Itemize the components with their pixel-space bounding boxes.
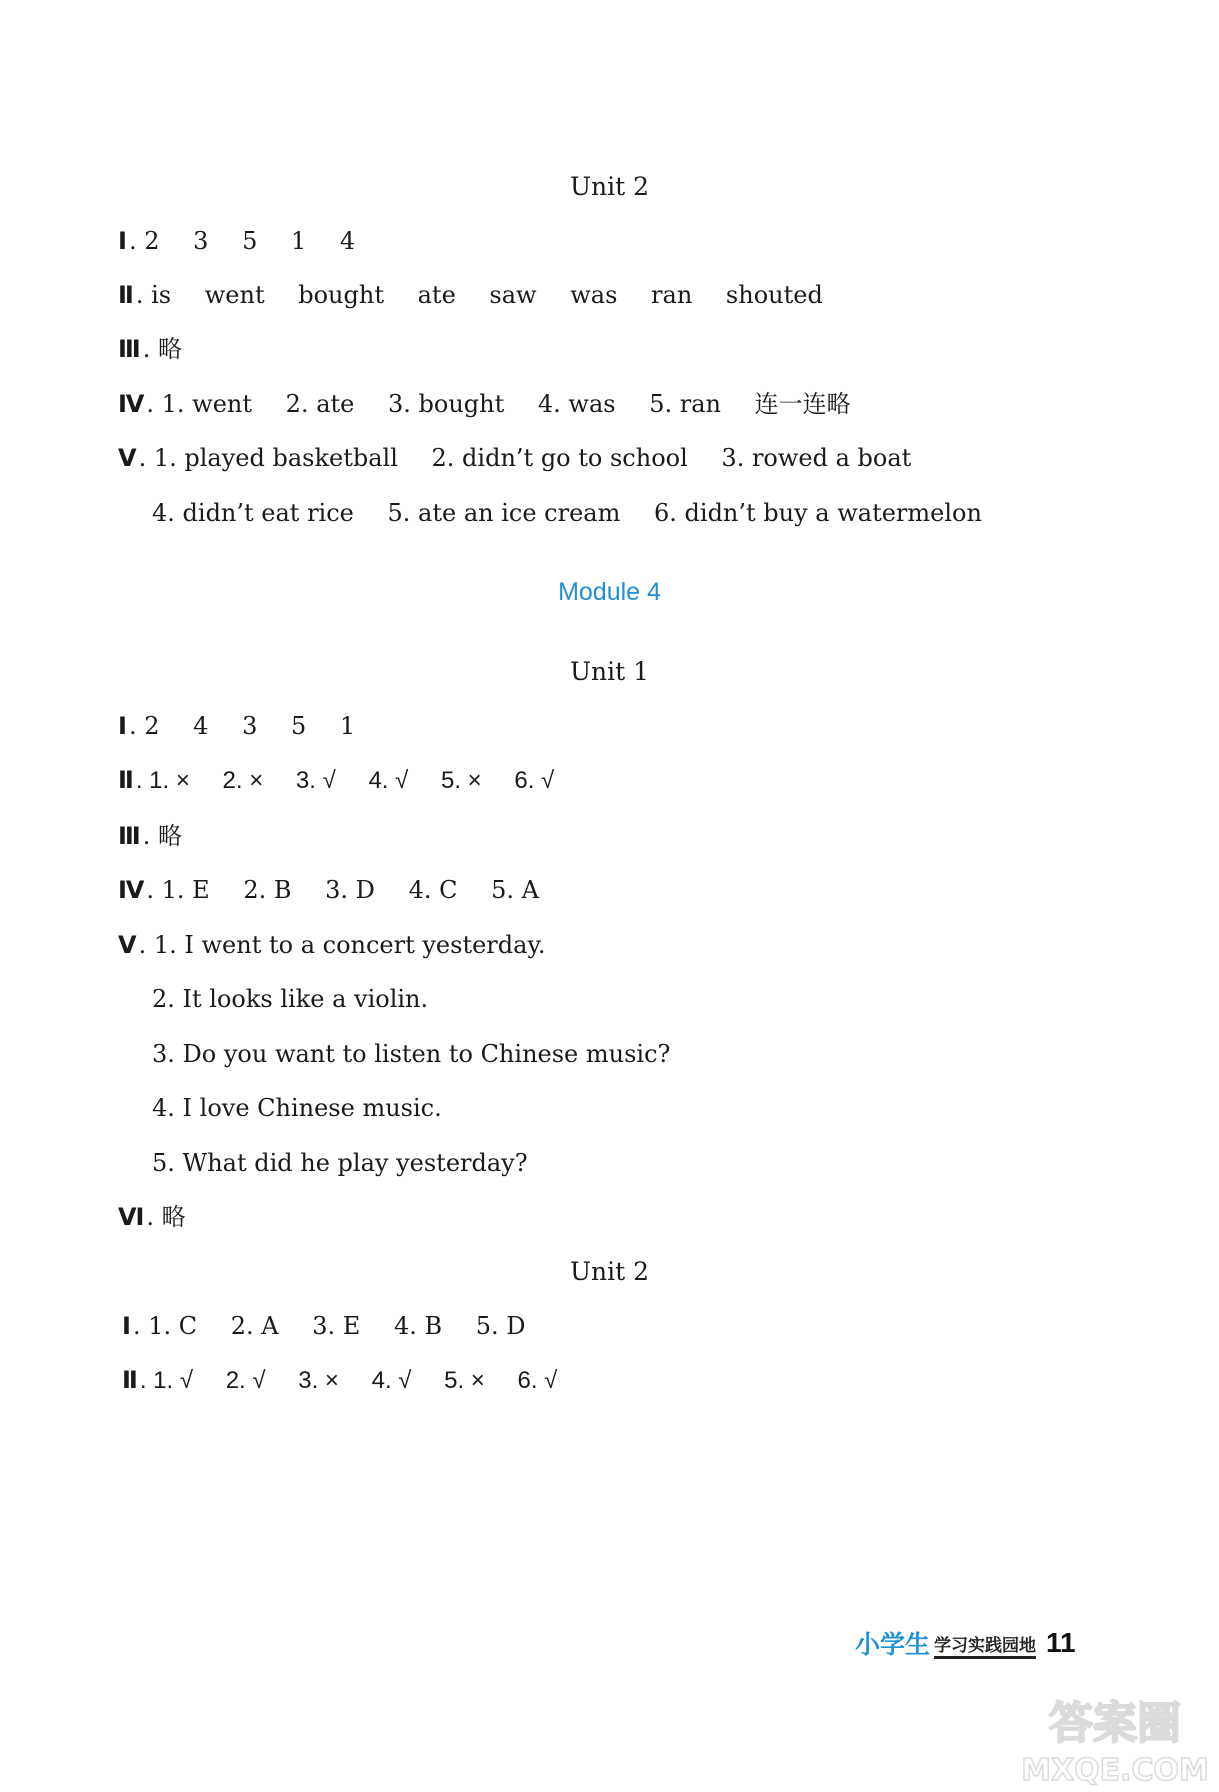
separator: . — [138, 444, 147, 472]
answer-item: 3 — [193, 227, 209, 255]
roman-numeral: Ⅰ — [118, 228, 127, 255]
separator: . — [139, 1367, 147, 1394]
roman-numeral: Ⅴ — [118, 445, 137, 472]
answer-line — [118, 280, 823, 311]
unit-heading: Unit 2 — [569, 172, 650, 201]
answer-line — [118, 389, 851, 420]
answer-item: 3. D — [325, 876, 375, 904]
answer-item: 5. What did he play yesterday? — [152, 1149, 528, 1177]
answer-item: 4 — [339, 227, 356, 255]
module-title: Module 4 — [558, 578, 661, 606]
answer-item: ate — [417, 281, 456, 309]
answer-item: went — [204, 281, 265, 309]
answer-item: 4. √ — [368, 767, 409, 794]
answer-item: 4. I love Chinese music. — [152, 1094, 442, 1122]
answer-item: 略 — [157, 335, 182, 363]
answer-line — [118, 226, 355, 257]
answer-line — [118, 443, 911, 474]
roman-numeral: Ⅵ — [118, 1204, 145, 1231]
unit-heading: Unit 2 — [569, 1257, 650, 1286]
answer-line — [118, 766, 554, 796]
roman-numeral: Ⅰ — [118, 713, 127, 740]
answer-line — [118, 930, 545, 961]
answer-item: 5. × — [440, 767, 482, 794]
svg-text:MXQE.COM: MXQE.COM — [1021, 1753, 1209, 1788]
separator: . — [138, 931, 147, 959]
answer-item: 6. didn’t buy a watermelon — [654, 499, 982, 527]
answer-item: 1. went — [161, 390, 253, 418]
answer-item: ran — [651, 281, 693, 309]
answer-item: 1. E — [161, 876, 210, 904]
separator: . — [142, 335, 151, 363]
roman-numeral: Ⅱ — [122, 1367, 138, 1394]
page-number: 11 — [1046, 1627, 1076, 1658]
answer-item: 3. rowed a boat — [721, 444, 912, 472]
separator: . — [135, 281, 144, 309]
separator: . — [146, 390, 155, 418]
roman-numeral: Ⅴ — [118, 932, 137, 959]
roman-numeral: Ⅳ — [118, 391, 145, 418]
answer-item: was — [570, 281, 618, 309]
separator: . — [146, 876, 155, 904]
separator: . — [128, 227, 137, 255]
answer-item: 5 — [242, 227, 258, 255]
answer-item: 1 — [290, 227, 307, 255]
answer-item: 4. B — [393, 1312, 443, 1340]
answer-line — [118, 334, 182, 365]
answer-item: 3. Do you want to listen to Chinese music? — [152, 1040, 671, 1068]
answer-item: saw — [489, 281, 537, 309]
answer-item: 3. bought — [388, 390, 505, 418]
answer-item: 1. √ — [153, 1367, 194, 1394]
answer-item: 4. √ — [371, 1367, 412, 1394]
answer-line — [152, 498, 982, 528]
answer-line — [152, 984, 428, 1014]
answer-item: 2. B — [243, 876, 292, 904]
answer-item: 2 — [144, 712, 160, 740]
separator: . — [146, 1203, 155, 1231]
separator: . — [128, 712, 137, 740]
answer-item: 4. was — [537, 390, 616, 418]
answer-item: 1 — [339, 712, 356, 740]
answer-item: 5. ate an ice cream — [387, 499, 621, 527]
roman-numeral: Ⅰ — [122, 1313, 131, 1340]
answer-item: 4. C — [408, 876, 458, 904]
answer-line — [152, 1093, 442, 1123]
answer-item: 2 — [144, 227, 160, 255]
answer-item: 2. It looks like a violin. — [152, 985, 429, 1013]
answer-line — [152, 1039, 670, 1069]
answer-item: 5 — [290, 712, 307, 740]
answer-item: 1. × — [149, 767, 190, 794]
separator: . — [132, 1312, 141, 1340]
roman-numeral: Ⅲ — [118, 336, 141, 363]
answer-item: 1. C — [148, 1312, 198, 1340]
footer-brand: 小学生 — [855, 1630, 931, 1659]
page-footer — [855, 1625, 1076, 1665]
answer-item: 6. √ — [514, 767, 555, 794]
answer-item: 1. played basketball — [153, 444, 398, 472]
separator: . — [135, 767, 143, 794]
answer-line — [118, 1202, 186, 1233]
answer-item: 4 — [193, 712, 209, 740]
answer-line — [118, 711, 355, 742]
answer-item: is — [151, 281, 172, 309]
answer-item: 3. E — [312, 1312, 361, 1340]
unit-heading: Unit 1 — [569, 657, 650, 686]
answer-item: 略 — [157, 822, 182, 850]
answer-line — [122, 1311, 526, 1342]
answer-line — [122, 1366, 557, 1396]
footer-subtitle: 学习实践园地 — [934, 1636, 1036, 1659]
answer-item: 1. I went to a concert yesterday. — [153, 931, 546, 959]
answer-item: 2. × — [222, 767, 264, 794]
roman-numeral: Ⅱ — [118, 282, 134, 309]
answer-item: 2. √ — [225, 1367, 266, 1394]
answer-item: 3. × — [298, 1367, 339, 1394]
answer-line — [118, 821, 182, 852]
roman-numeral: Ⅱ — [118, 767, 134, 794]
answer-item: 2. A — [230, 1312, 279, 1340]
answer-item: shouted — [725, 281, 823, 309]
answer-line — [118, 875, 539, 906]
answer-item: 略 — [161, 1203, 186, 1231]
answer-item: 4. didn’t eat rice — [152, 499, 354, 527]
answer-item: 6. √ — [517, 1367, 558, 1394]
answer-item: 5. × — [444, 1367, 485, 1394]
roman-numeral: Ⅲ — [118, 823, 141, 850]
answer-item: 3 — [242, 712, 258, 740]
watermark-logo — [1020, 1680, 1210, 1790]
answer-line — [152, 1148, 528, 1178]
svg-text:答案圈: 答案圈 — [1049, 1698, 1181, 1749]
answer-item: bought — [298, 281, 384, 309]
answer-item: 连一连略 — [754, 390, 851, 418]
answer-item: 3. √ — [295, 767, 336, 794]
separator: . — [142, 822, 151, 850]
answer-item: 2. didn’t go to school — [431, 444, 688, 472]
answer-item: 5. ran — [649, 390, 722, 418]
roman-numeral: Ⅳ — [118, 877, 145, 904]
answer-item: 2. ate — [285, 390, 355, 418]
answer-item: 5. D — [475, 1312, 526, 1340]
answer-item: 5. A — [491, 876, 539, 904]
